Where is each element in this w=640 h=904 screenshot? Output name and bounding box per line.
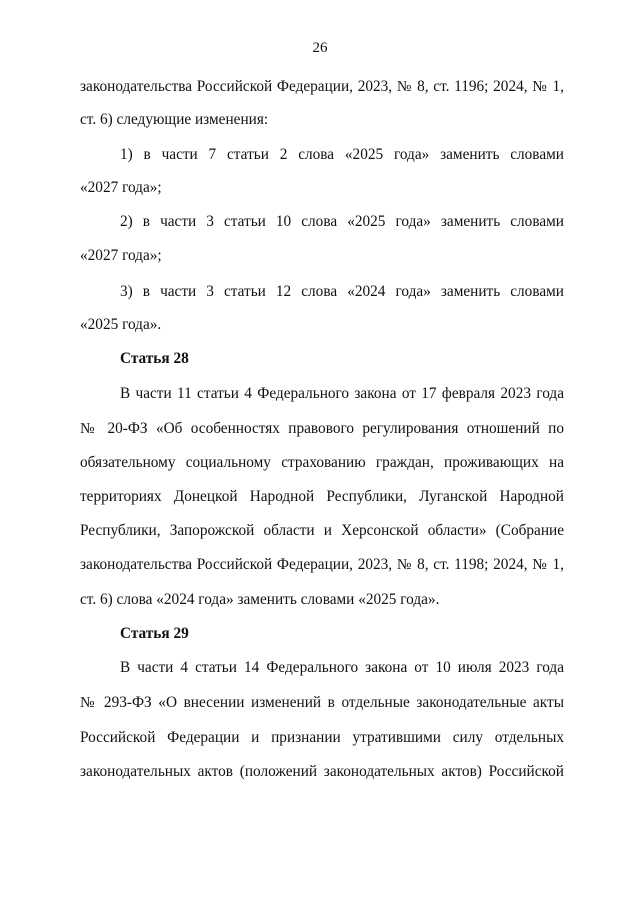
- paragraph-first-line: В части 11 статьи 4 Федерального закона от 17 февраля 2023 года: [120, 385, 564, 402]
- article-heading-28: Статья 28: [120, 350, 189, 367]
- text-line: законодательных актов (положений законодательных актов) Российской: [80, 763, 564, 780]
- list-item-2: 2) в части 3 статьи 10 слова «2025 года» заменить словами: [120, 213, 564, 230]
- text-line: территориях Донецкой Народной Республики, Луганской Народной: [80, 488, 564, 505]
- paragraph-first-line: В части 4 статьи 14 Федерального закона от 10 июля 2023 года: [120, 659, 564, 676]
- list-item-3: 3) в части 3 статьи 12 слова «2024 года» заменить словами: [120, 283, 564, 300]
- text-line: законодательства Российской Федерации, 2023, № 8, ст. 1196; 2024, № 1,: [80, 78, 564, 95]
- text-line: «2025 года».: [80, 316, 162, 333]
- text-line: ст. 6) слова «2024 года» заменить словами «2025 года».: [80, 591, 440, 608]
- text-line: Республики, Запорожской области и Херсонской области» (Собрание: [80, 522, 564, 539]
- text-line: Российской Федерации и признании утратившими силу отдельных: [80, 729, 564, 746]
- text-line: ст. 6) следующие изменения:: [80, 111, 269, 128]
- list-item-1: 1) в части 7 статьи 2 слова «2025 года» заменить словами: [120, 146, 564, 163]
- text-line: законодательства Российской Федерации, 2023, № 8, ст. 1198; 2024, № 1,: [80, 556, 564, 573]
- page-number: 26: [312, 40, 328, 56]
- text-line: «2027 года»;: [80, 179, 162, 196]
- text-line: № 20-ФЗ «Об особенностях правового регулирования отношений по: [80, 420, 564, 437]
- text-line: № 293-ФЗ «О внесении изменений в отдельные законодательные акты: [80, 694, 564, 711]
- text-line: обязательному социальному страхованию граждан, проживающих на: [80, 454, 564, 471]
- article-heading-29: Статья 29: [120, 625, 189, 642]
- text-line: «2027 года»;: [80, 247, 162, 264]
